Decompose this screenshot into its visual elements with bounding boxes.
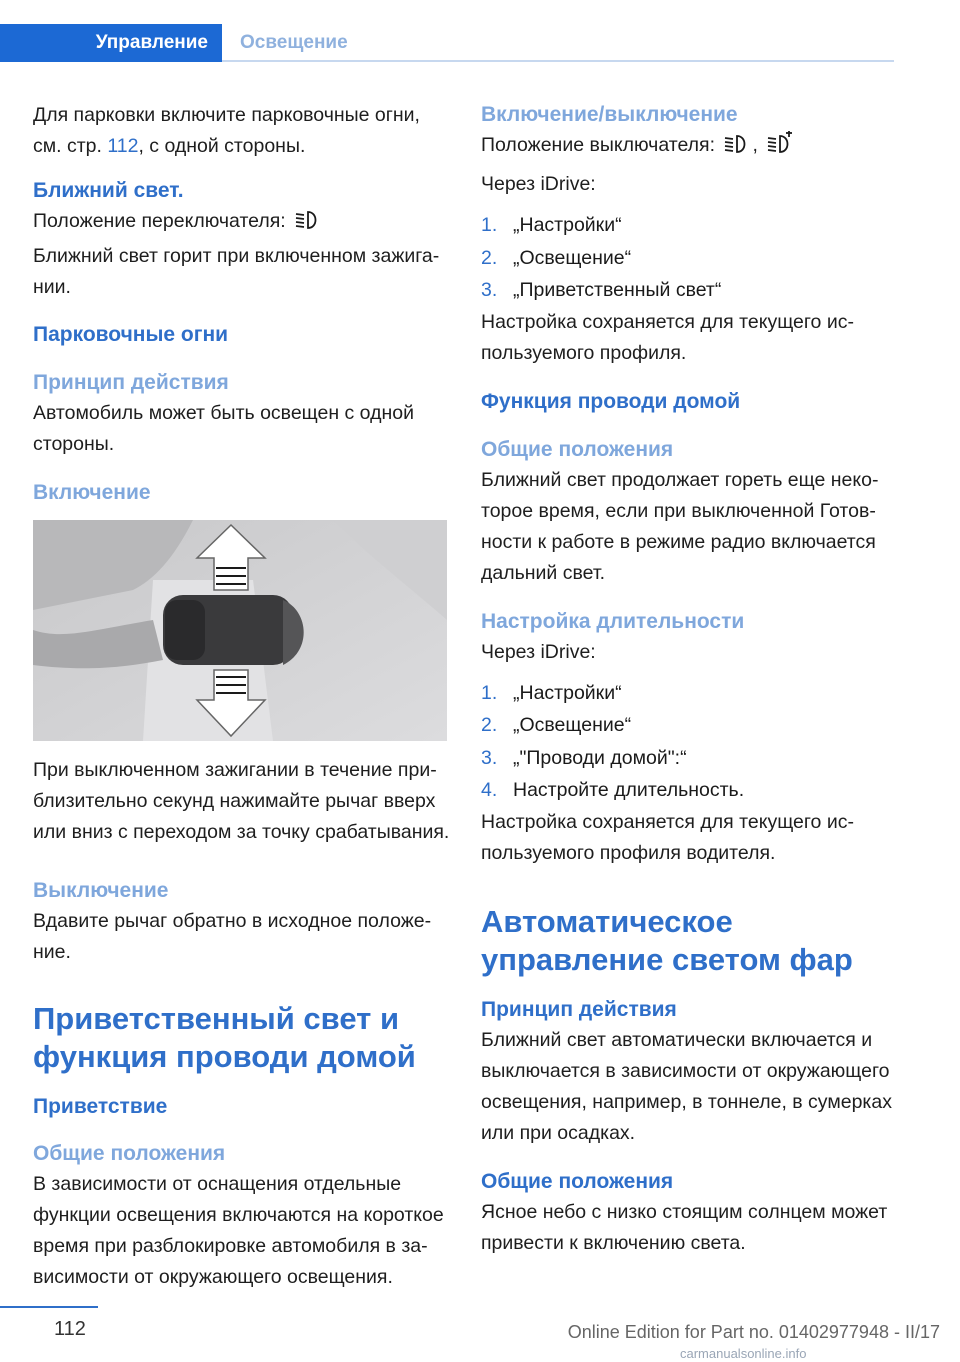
list-number: 1.	[481, 681, 498, 704]
page-number: 112	[54, 1318, 86, 1340]
page-link[interactable]: 112	[107, 135, 139, 157]
list-text: Настройте длительность.	[513, 779, 745, 801]
watermark: carmanualsonline.info	[680, 1346, 807, 1361]
general-heading-right: Общие положения	[481, 437, 674, 461]
switch-off-heading: Выключение	[33, 879, 169, 902]
figure-caption-text: При выключенном зажигании в течение приблизительно секунд нажимайте рычаг вверх или вниз с переходом за точку срабатывания.	[33, 759, 450, 843]
principle-text: Автомобиль может быть освещен с одной стороны.	[33, 402, 414, 455]
onoff-heading: Включение/выключение	[481, 103, 738, 126]
list-number: 3.	[481, 279, 498, 301]
auto-general-heading: Общие положения	[481, 1169, 674, 1193]
via-idrive-2: Через iDrive:	[481, 640, 596, 663]
principle-heading: Принцип действия	[33, 371, 229, 394]
low-beam-icon	[294, 209, 320, 241]
low-beam-text: Ближний свет горит при включенном зажигании.	[33, 245, 440, 298]
list-number: 3.	[481, 746, 498, 769]
list-item	[481, 709, 899, 742]
home-function-heading: Функция проводи домой	[481, 389, 741, 413]
list-item	[481, 242, 899, 275]
switch-position-label-right: Положение выключателя:	[481, 134, 716, 156]
parking-lights-heading: Парковочные огни	[33, 323, 229, 346]
edition-info: Online Edition for Part no. 01402977948 - II/17	[567, 1322, 940, 1342]
footer-divider	[0, 1306, 98, 1308]
tab-lighting[interactable]: Освещение	[240, 32, 348, 53]
list-item	[481, 209, 899, 242]
low-beam-icon	[723, 133, 749, 165]
settings-list-2	[481, 677, 899, 807]
switch-on-heading: Включение	[33, 481, 151, 504]
header-divider	[222, 60, 894, 62]
intro-paragraph	[33, 100, 451, 162]
general-text-right: Ближний свет продолжает гореть еще некоторое время, если при выключенной Готовности к работе в режиме радио включается дальний свет.	[481, 468, 879, 584]
list-text: „Освещение“	[513, 246, 632, 269]
welcome-heading: Приветствие	[33, 1095, 168, 1118]
intro-end-text: , с одной стороны.	[138, 135, 306, 157]
via-idrive: Через iDrive:	[481, 173, 596, 195]
switch-position-line-right	[481, 130, 899, 165]
switch-position-line	[33, 206, 451, 241]
auto-headlight-section-heading: Автоматическое управление светом фар	[481, 903, 853, 977]
list-text: „Настройки“	[513, 681, 622, 704]
list-item	[481, 742, 899, 775]
settings-list-1	[481, 209, 899, 307]
intro-text: Для парковки включите парковочные огни, см. стр.	[33, 104, 420, 157]
low-beam-heading: Ближний свет.	[33, 179, 184, 202]
welcome-light-section-heading: Приветственный свет и функция проводи домой	[33, 1001, 416, 1074]
auto-headlight-icon	[766, 131, 794, 165]
turn-signal-lever-image	[33, 520, 447, 741]
tab-control[interactable]: Управление	[0, 24, 222, 62]
list-item	[481, 274, 899, 307]
page-header	[0, 24, 960, 62]
list-number: 2.	[481, 246, 498, 269]
right-column	[481, 100, 899, 1259]
switch-off-text: Вдавите рычаг обратно в исходное положение.	[33, 910, 432, 963]
general-text-left: В зависимости от оснащения отдельные функции освещения включаются на короткое время при разблокировке автомобиля в зависимости от окружающего освещения.	[33, 1173, 444, 1288]
list-text: „Настройки“	[513, 214, 622, 236]
list-text: „Приветственный свет“	[513, 279, 722, 301]
list-item	[481, 774, 899, 807]
comma: ,	[752, 134, 758, 156]
list-text: „"Проводи домой":“	[513, 746, 687, 769]
auto-principle-heading: Принцип действия	[481, 997, 677, 1021]
general-heading-left: Общие положения	[33, 1142, 226, 1165]
auto-general-text: Ясное небо с низко стоящим солнцем может привести к включению света.	[481, 1200, 888, 1254]
list-number: 1.	[481, 214, 498, 236]
list-text: „Освещение“	[513, 714, 632, 736]
list-number: 2.	[481, 714, 498, 736]
duration-heading: Настройка длительности	[481, 609, 745, 633]
list-item	[481, 677, 899, 710]
list-number: 4.	[481, 779, 498, 801]
left-column	[33, 100, 451, 1293]
auto-principle-text: Ближний свет автоматически включается и выключается в зависимости от окружающего освещения, например, в тоннеле, в сумерках или при осадках.	[481, 1028, 892, 1144]
saved-text: Настройка сохраняется для текущего используемого профиля.	[481, 310, 854, 364]
switch-position-label: Положение переключателя:	[33, 210, 286, 232]
saved-text-2: Настройка сохраняется для текущего используемого профиля водителя.	[481, 810, 854, 864]
